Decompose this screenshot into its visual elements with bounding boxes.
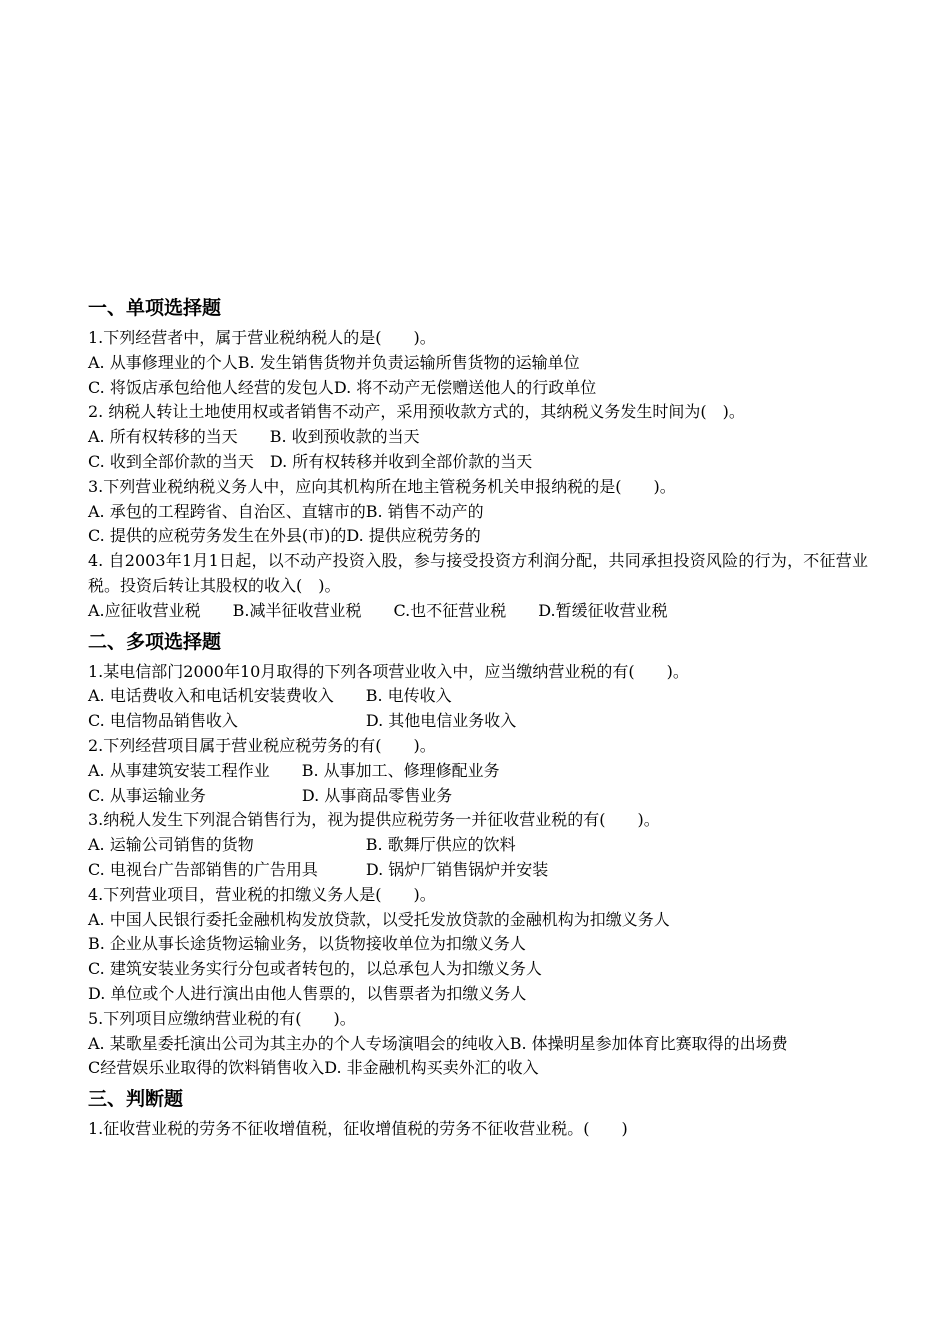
section-title-true-false: 三、判断题 (88, 1088, 184, 1111)
question-option: C经营娱乐业取得的饮料销售收入D. 非金融机构买卖外汇的收入 (88, 1058, 539, 1078)
question-stem: 2.下列经营项目属于营业税应税劳务的有( )。 (88, 735, 436, 755)
question-option: C. 收到全部价款的当天 D. 所有权转移并收到全部价款的当天 (88, 451, 533, 471)
section-title-multiple-choice: 二、多项选择题 (88, 630, 222, 653)
question-option: A. 运输公司销售的货物 B. 歌舞厅供应的饮料 (88, 835, 516, 855)
question-stem: 1.某电信部门2000年10月取得的下列各项营业收入中，应当缴纳营业税的有( )。 (88, 661, 689, 681)
question-stem: 3.下列营业税纳税义务人中，应向其机构所在地主管税务机关申报纳税的是( )。 (88, 476, 676, 496)
question-option: C. 将饭店承包给他人经营的发包人D. 将不动产无偿赠送他人的行政单位 (88, 377, 597, 397)
question-option: C. 建筑安装业务实行分包或者转包的，以总承包人为扣缴义务人 (88, 959, 542, 979)
question-option: C. 从事运输业务 D. 从事商品零售业务 (88, 785, 453, 805)
question-stem: 3.纳税人发生下列混合销售行为，视为提供应税劳务一并征收营业税的有( )。 (88, 810, 660, 830)
question-option: A. 中国人民银行委托金融机构发放贷款，以受托发放贷款的金融机构为扣缴义务人 (88, 909, 670, 929)
question-stem: 4. 自2003年1月1日起，以不动产投资入股，参与接受投资方利润分配，共同承担投资风险的行为，不征营业税。投资后转让其股权的收入( )。 (88, 551, 868, 595)
question-option: A. 承包的工程跨省、自治区、直辖市的B. 销售不动产的 (88, 501, 484, 521)
question-option: C. 提供的应税劳务发生在外县(市)的D. 提供应税劳务的 (88, 526, 481, 546)
question-option: D. 单位或个人进行演出由他人售票的，以售票者为扣缴义务人 (88, 983, 527, 1003)
question-option: C. 电信物品销售收入 D. 其他电信业务收入 (88, 711, 517, 731)
question-option: A.应征收营业税 B.减半征收营业税 C.也不征营业税 D.暂缓征收营业税 (88, 600, 668, 620)
question-option: C. 电视台广告部销售的广告用具 D. 锅炉厂销售锅炉并安装 (88, 859, 549, 879)
question-option: A. 电话费收入和电话机安装费收入 B. 电传收入 (88, 686, 452, 706)
question-option: A. 所有权转移的当天 B. 收到预收款的当天 (88, 427, 420, 447)
question-stem: 2. 纳税人转让土地使用权或者销售不动产，采用预收款方式的，其纳税义务发生时间为( )。 (88, 402, 745, 422)
question-option: A. 从事修理业的个人B. 发生销售货物并负责运输所售货物的运输单位 (88, 352, 580, 372)
question-option: A. 某歌星委托演出公司为其主办的个人专场演唱会的纯收入B. 体操明星参加体育比赛取得的出场费 (88, 1033, 788, 1053)
question-stem: 1.征收营业税的劳务不征收增值税，征收增值税的劳务不征收营业税。( ) (88, 1119, 628, 1139)
question-stem: 5.下列项目应缴纳营业税的有( )。 (88, 1008, 356, 1028)
section-title-single-choice: 一、单项选择题 (88, 297, 222, 319)
document-body (88, 290, 868, 1142)
question-option: A. 从事建筑安装工程作业 B. 从事加工、修理修配业务 (88, 760, 500, 780)
question-option: B. 企业从事长途货物运输业务，以货物接收单位为扣缴义务人 (88, 934, 526, 954)
question-stem: 4.下列营业项目，营业税的扣缴义务人是( )。 (88, 884, 436, 904)
question-stem: 1.下列经营者中，属于营业税纳税人的是( )。 (88, 328, 436, 347)
